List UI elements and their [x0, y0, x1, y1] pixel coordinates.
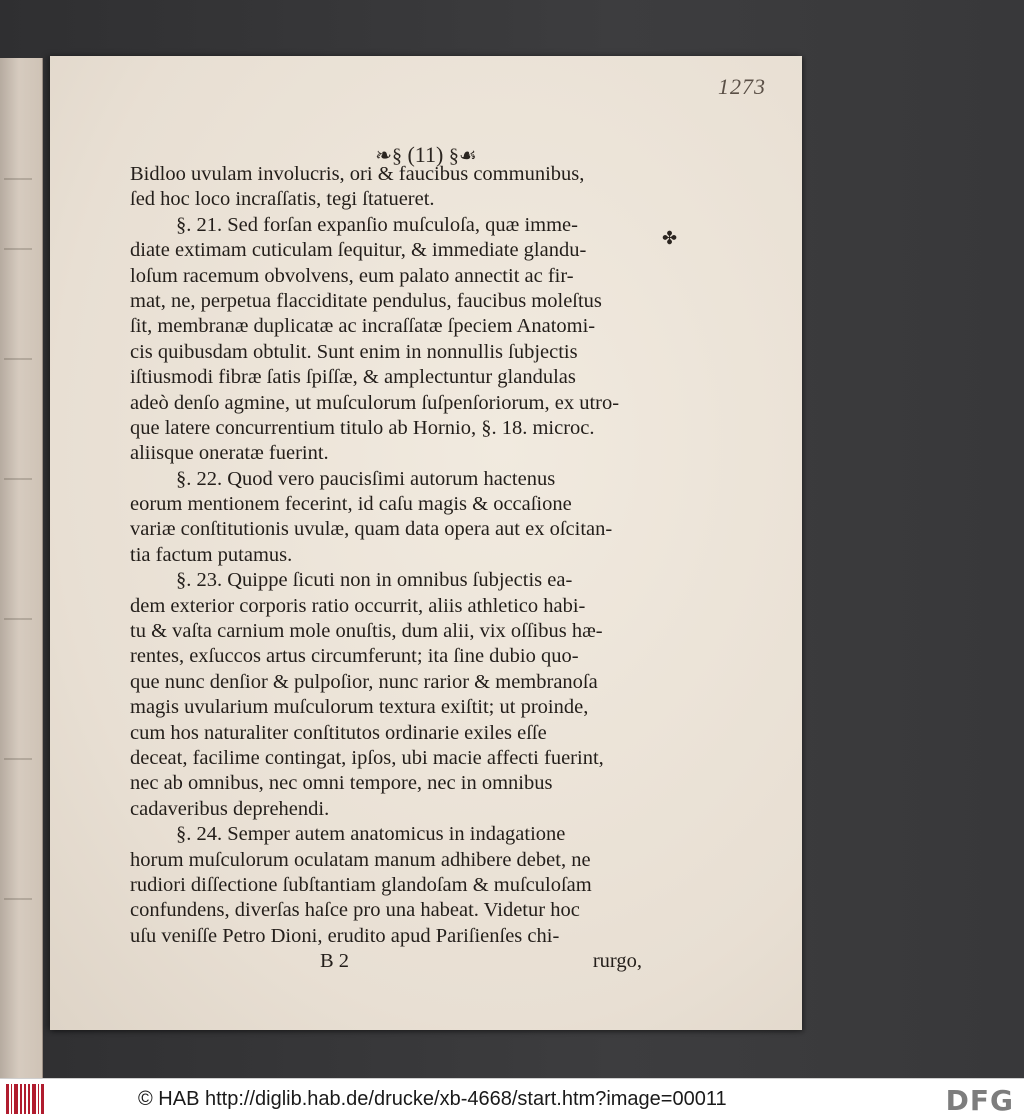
- text-line: magis uvularium muſculorum textura exiſtit; ut proinde,: [130, 696, 589, 719]
- paragraph-22-start: §. 22. Quod vero paucisſimi autorum hactenus: [176, 467, 556, 490]
- header-ornament-right: §☙: [448, 145, 477, 167]
- facing-page-edge: [0, 58, 43, 1078]
- bleed-through-line: [4, 248, 32, 250]
- dfg-logo: DFG: [945, 1084, 1014, 1117]
- text-line: variæ conſtitutionis uvulæ, quam data opera aut ex oſcitan-: [130, 518, 613, 541]
- signature-mark: B 2: [320, 950, 350, 973]
- catchline: [130, 949, 642, 974]
- catchword: rurgo,: [592, 950, 642, 973]
- bleed-through-line: [4, 898, 32, 900]
- body-text: [130, 162, 642, 975]
- bleed-through-line: [4, 618, 32, 620]
- text-line: eorum mentionem fecerint, id caſu magis & occaſione: [130, 493, 572, 516]
- text-line: nec ab omnibus, nec omni tempore, nec in omnibus: [130, 772, 553, 795]
- paragraph-24-start: §. 24. Semper autem anatomicus in indagatione: [176, 823, 566, 846]
- text-line: tia factum putamus.: [130, 543, 293, 566]
- bleed-through-line: [4, 758, 32, 760]
- text-line: que latere concurrentium titulo ab Hornio, §. 18. microc.: [130, 416, 595, 439]
- header-ornament-left: ❧§: [375, 145, 402, 167]
- bleed-through-line: [4, 178, 32, 180]
- text-line: aliisque oneratæ fuerint.: [130, 442, 329, 465]
- paragraph-23-start: §. 23. Quippe ſicuti non in omnibus ſubjectis ea-: [176, 569, 573, 592]
- text-line: cum hos naturaliter conſtitutos ordinarie exiles eſſe: [130, 721, 547, 744]
- text-line: loſum racemum obvolvens, eum palato annectit ac fir-: [130, 264, 574, 287]
- text-line: rudiori diſſectione ſubſtantiam glandoſam & muſculoſam: [130, 873, 592, 896]
- book-page: [50, 56, 802, 1030]
- text-line: dem exterior corporis ratio occurrit, aliis athletico habi-: [130, 594, 586, 617]
- text-line: Bidloo uvulam involucris, ori & faucibus communibus,: [130, 163, 585, 185]
- text-line: adeò denſo agmine, ut muſculorum ſuſpenſoriorum, ex utro-: [130, 391, 620, 414]
- text-line: diate extimam cuticulam ſequitur, & immediate glandu-: [130, 239, 587, 262]
- margin-ornament: ✤: [662, 228, 678, 248]
- page-number: (11): [407, 142, 444, 167]
- text-line: cis quibusdam obtulit. Sunt enim in nonnullis ſubjectis: [130, 340, 578, 363]
- text-line: deceat, facilime contingat, ipſos, ubi macie affecti fuerint,: [130, 746, 604, 769]
- bleed-through-line: [4, 478, 32, 480]
- text-line: ſit, membranæ duplicatæ ac incraſſatæ ſpeciem Anatomi-: [130, 315, 596, 338]
- bleed-through-line: [4, 358, 32, 360]
- text-line: cadaveribus deprehendi.: [130, 797, 330, 820]
- text-line: rentes, exſuccos artus circumferunt; ita ſine dubio quo-: [130, 645, 579, 668]
- text-line: ſed hoc loco incraſſatis, tegi ſtatueret.: [130, 188, 435, 211]
- copyright-link[interactable]: © HAB http://diglib.hab.de/drucke/xb-4668/start.htm?image=00011: [138, 1087, 727, 1110]
- text-line: que nunc denſior & pulpoſior, nunc rarior & membranoſa: [130, 670, 598, 693]
- text-line: confundens, diverſas haſce pro una habeat. Videtur hoc: [130, 899, 580, 922]
- text-line: iſtiusmodi fibræ ſatis ſpiſſæ, & amplectuntur glandulas: [130, 366, 576, 389]
- text-line: tu & vaſta carnium mole onuſtis, dum alii, vix oſſibus hæ-: [130, 620, 603, 643]
- text-line: mat, ne, perpetua flacciditate pendulus, faucibus moleſtus: [130, 289, 602, 312]
- shelfmark-annotation: 1273: [718, 74, 766, 99]
- hab-barcode-logo: [6, 1084, 44, 1114]
- text-line: uſu veniſſe Petro Dioni, erudito apud Pariſienſes chi-: [130, 924, 560, 947]
- text-line: horum muſculorum oculatam manum adhibere debet, ne: [130, 848, 591, 871]
- viewer-footer: [0, 1078, 1024, 1119]
- paragraph-21-start: §. 21. Sed forſan expanſio muſculoſa, quæ imme-: [176, 213, 578, 236]
